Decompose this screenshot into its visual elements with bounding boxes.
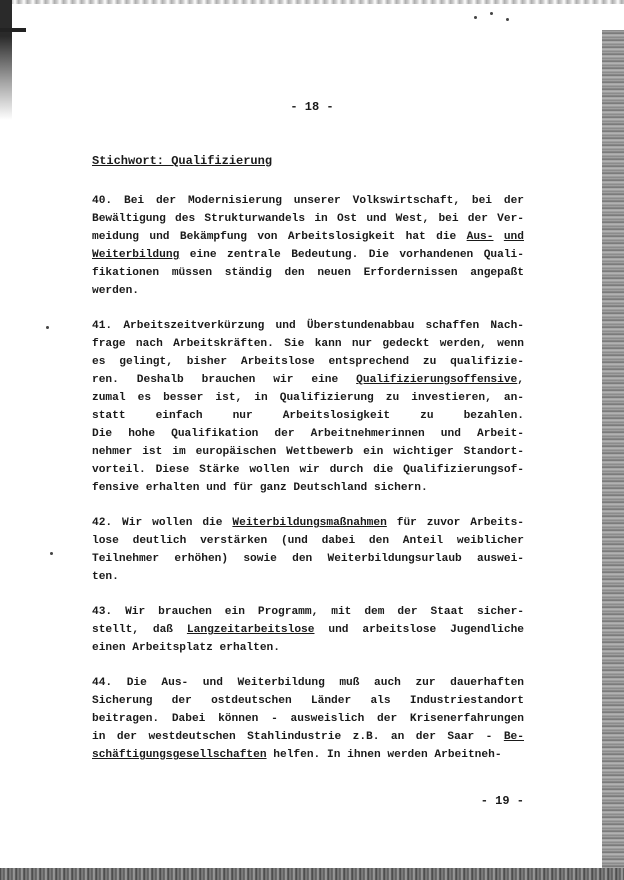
text-segment: ren. Deshalb brauchen wir eine	[92, 374, 357, 386]
text-line	[92, 443, 524, 461]
text-segment: Sicherung der ostdeutschen Länder als Industriestandort	[92, 695, 524, 707]
text-segment: ,	[517, 374, 524, 386]
text-segment: 42. Wir wollen die	[92, 517, 233, 529]
scan-speck	[46, 326, 49, 329]
text-line	[92, 210, 524, 228]
underlined-term: Weiterbildung	[92, 249, 180, 261]
text-segment: fikationen müssen ständig den neuen Erfordernissen angepaßt	[92, 267, 524, 279]
scan-speck	[50, 552, 53, 555]
text-line	[92, 264, 524, 282]
underlined-term: Aus-	[466, 231, 494, 243]
text-segment: stellt, daß	[92, 624, 187, 636]
text-segment: und arbeitslose Jugendliche	[314, 624, 524, 636]
text-line	[92, 479, 524, 497]
text-line	[92, 603, 524, 621]
text-segment: eine zentrale Bedeutung. Die vorhandenen Quali-	[179, 249, 524, 261]
text-line	[92, 746, 524, 764]
paragraph	[92, 674, 524, 764]
text-line	[92, 228, 524, 246]
text-line	[92, 246, 524, 264]
underlined-term: schäftigungsgesellschaften	[92, 749, 267, 761]
underlined-term: und	[503, 231, 524, 243]
text-line	[92, 710, 524, 728]
text-line	[92, 728, 524, 746]
text-line	[92, 371, 524, 389]
text-segment: Teilnehmer erhöhen) sowie den Weiterbildungsurlaub auswei-	[92, 553, 524, 565]
text-segment: werden.	[92, 285, 139, 297]
text-line	[92, 407, 524, 425]
text-segment: frage nach Arbeitskräften. Sie kann nur gedeckt werden, wenn	[92, 338, 524, 350]
text-segment: fensive erhalten und für ganz Deutschland sichern.	[92, 482, 428, 494]
page-number-bottom: - 19 -	[480, 794, 524, 808]
text-segment: 43. Wir brauchen ein Programm, mit dem der Staat sicher-	[92, 606, 524, 618]
text-line	[92, 550, 524, 568]
text-segment	[493, 231, 503, 243]
scan-mark-left	[0, 28, 26, 32]
text-line	[92, 692, 524, 710]
scan-edge-right	[602, 30, 624, 880]
text-segment: ten.	[92, 571, 119, 583]
text-line	[92, 568, 524, 586]
text-segment: helfen. In ihnen werden Arbeitneh-	[266, 749, 502, 761]
text-segment: lose deutlich verstärken (und dabei den Anteil weiblicher	[92, 535, 524, 547]
text-segment: meidung und Bekämpfung von Arbeitslosigkeit hat die	[92, 231, 467, 243]
paragraphs-container	[92, 192, 524, 781]
text-segment: 41. Arbeitszeitverkürzung und Überstundenabbau schaffen Nach-	[92, 320, 524, 332]
text-line	[92, 461, 524, 479]
scan-speckles	[470, 6, 520, 26]
text-segment: zumal es besser ist, in Qualifizierung zu investieren, an-	[92, 392, 524, 404]
page-number-top: - 18 -	[290, 100, 334, 114]
text-line	[92, 514, 524, 532]
text-line	[92, 353, 524, 371]
text-segment: beitragen. Dabei können - ausweislich der Krisenerfahrungen	[92, 713, 524, 725]
text-segment: 44. Die Aus- und Weiterbildung muß auch zur dauerhaften	[92, 677, 524, 689]
underlined-term: Be-	[503, 731, 524, 743]
underlined-term: Langzeitarbeitslose	[186, 624, 315, 636]
text-line	[92, 621, 524, 639]
text-segment: 40. Bei der Modernisierung unserer Volkswirtschaft, bei der	[92, 195, 524, 207]
text-line	[92, 335, 524, 353]
text-segment: Die hohe Qualifikation der Arbeitnehmerinnen und Arbeit-	[92, 428, 524, 440]
text-line	[92, 532, 524, 550]
scan-edge-bottom	[0, 868, 624, 880]
text-segment: einen Arbeitsplatz erhalten.	[92, 642, 280, 654]
text-segment: für zuvor Arbeits-	[386, 517, 524, 529]
text-line	[92, 425, 524, 443]
scan-edge-top	[0, 0, 624, 4]
text-line	[92, 674, 524, 692]
paragraph	[92, 514, 524, 586]
text-line	[92, 282, 524, 300]
paragraph	[92, 317, 524, 497]
text-line	[92, 192, 524, 210]
text-segment: es gelingt, bisher Arbeitslose entsprechend zu qualifizie-	[92, 356, 524, 368]
text-segment: vorteil. Diese Stärke wollen wir durch die Qualifizierungsof-	[92, 464, 524, 476]
text-line	[92, 317, 524, 335]
text-line	[92, 389, 524, 407]
underlined-term: Qualifizierungsoffensive	[356, 374, 518, 386]
underlined-term: Weiterbildungsmaßnahmen	[232, 517, 387, 529]
section-heading: Stichwort: Qualifizierung	[92, 154, 273, 168]
text-segment: nehmer ist im europäischen Wettbewerb ein wichtiger Standort-	[92, 446, 524, 458]
paragraph	[92, 603, 524, 657]
text-line	[92, 639, 524, 657]
paragraph	[92, 192, 524, 300]
text-segment: in der westdeutschen Stahlindustrie z.B. an der Saar -	[92, 731, 504, 743]
text-segment: statt einfach nur Arbeitslosigkeit zu bezahlen.	[92, 410, 524, 422]
text-segment: Bewältigung des Strukturwandels in Ost und West, bei der Ver-	[92, 213, 524, 225]
